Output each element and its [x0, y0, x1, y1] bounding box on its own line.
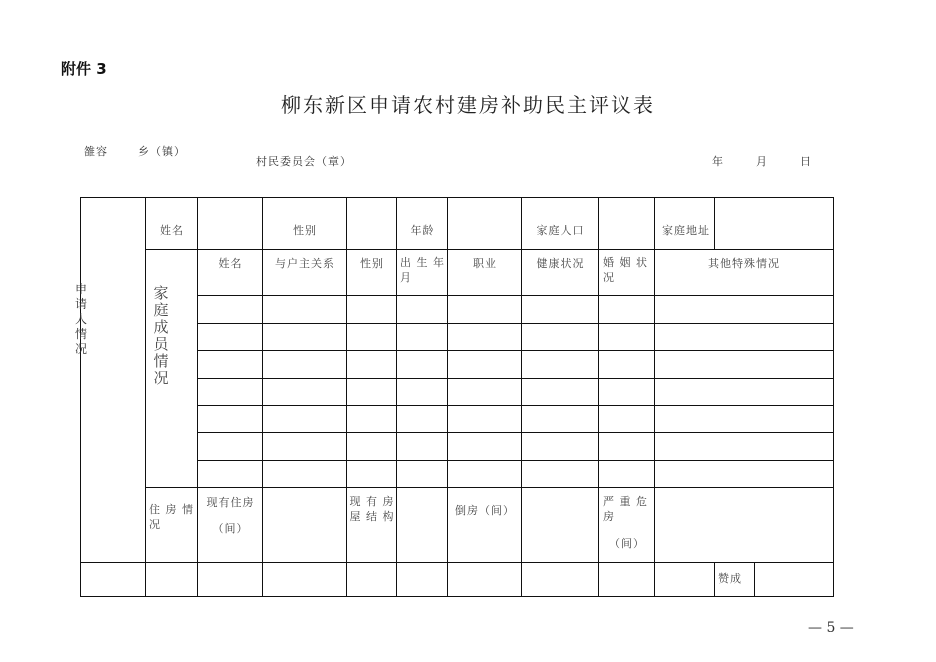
family-col-occupation: 职业 [473, 257, 497, 270]
housing-section-label: 住 房 情况 [149, 503, 194, 531]
family-col-name: 姓名 [218, 257, 243, 270]
family-col-health: 健康状况 [536, 257, 585, 270]
household-size-label: 家庭人口 [536, 224, 585, 237]
attachment-label: 附件 3 [61, 60, 107, 78]
committee-stamp-label: 村民委员会（章） [256, 155, 352, 168]
dangerous-house-field[interactable] [656, 489, 832, 561]
applicant-gender-label: 性别 [293, 224, 317, 237]
page-title: 柳东新区申请农村建房补助民主评议表 [281, 93, 655, 117]
township-suffix: 乡（镇） [138, 145, 186, 158]
current-rooms-field[interactable] [264, 489, 345, 561]
address-field[interactable] [716, 199, 832, 248]
address-label: 家庭地址 [662, 224, 710, 237]
current-rooms-unit: （间） [212, 522, 249, 535]
applicant-age-field[interactable] [449, 199, 520, 248]
approve-count-field[interactable] [756, 564, 832, 595]
page-number: — 5 — [808, 620, 854, 636]
house-structure-label: 现 有 房 屋 结 构 [349, 495, 395, 523]
applicant-name-field[interactable] [199, 199, 261, 248]
family-col-other: 其他特殊情况 [708, 257, 780, 270]
dangerous-house-label: 严 重 危房 [603, 495, 648, 523]
applicant-gender-field[interactable] [348, 199, 395, 248]
dangerous-house-unit: （间） [609, 537, 645, 550]
date-month: 月 [756, 155, 768, 168]
family-col-gender: 性别 [360, 257, 384, 270]
applicant-age-label: 年龄 [410, 224, 435, 237]
approve-label: 赞成 [718, 572, 742, 585]
date-day: 日 [800, 155, 812, 168]
family-col-birth: 出 生 年月 [400, 256, 445, 284]
household-size-field[interactable] [600, 199, 653, 248]
collapsed-rooms-label: 倒房（间） [455, 504, 515, 517]
house-structure-field[interactable] [398, 489, 446, 561]
collapsed-rooms-field[interactable] [523, 489, 597, 561]
current-rooms-label: 现有住房 [206, 496, 255, 509]
applicant-name-label: 姓名 [160, 224, 184, 237]
family-col-marital: 婚 姻 状况 [603, 256, 648, 284]
family-section-label: 家庭成员情况 [153, 284, 169, 387]
applicant-section-label: 申请人情况 [74, 282, 87, 356]
date-year: 年 [712, 155, 724, 168]
township-name: 雒容 [84, 145, 108, 158]
family-col-relation: 与户主关系 [275, 257, 335, 270]
